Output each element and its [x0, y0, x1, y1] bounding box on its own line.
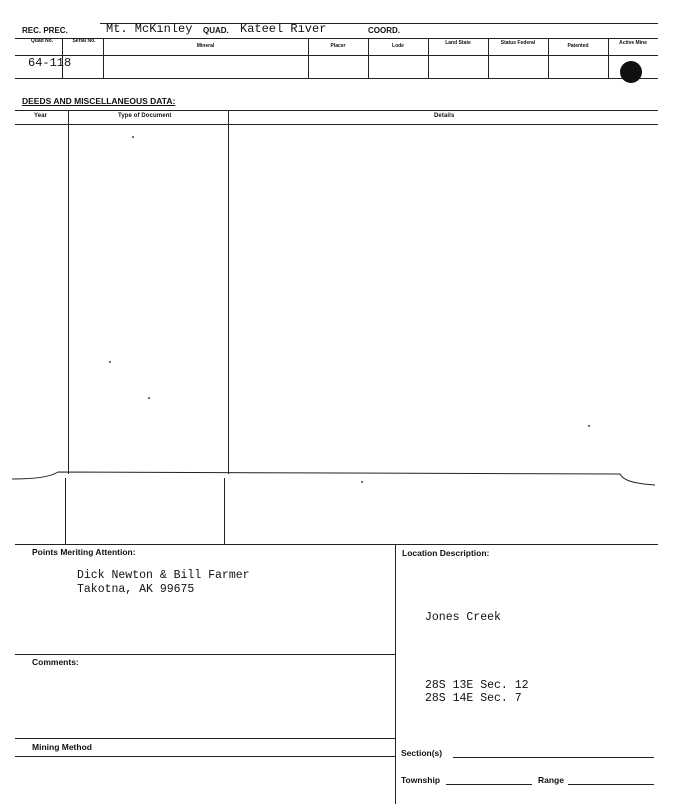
- speck-1: [132, 136, 134, 138]
- col-lode: Lode: [392, 43, 404, 49]
- col-sep-5: [428, 38, 429, 78]
- location-line-1: 28S 13E Sec. 12: [425, 679, 529, 692]
- table-header-line: [15, 55, 658, 56]
- lower-top-line: [15, 544, 658, 545]
- deeds-col-details: Details: [434, 113, 455, 119]
- col-patented: Patented: [567, 43, 589, 49]
- speck-4: [588, 425, 590, 427]
- points-label: Points Meriting Attention:: [32, 547, 136, 557]
- active-mine-marker: [620, 61, 642, 83]
- location-label: Location Description:: [402, 548, 490, 558]
- col-sep-6: [488, 38, 489, 78]
- table-top-line: [15, 38, 658, 39]
- location-line-2: 28S 14E Sec. 7: [425, 692, 522, 705]
- deeds-col-type: Type of Document: [118, 113, 172, 119]
- col-serial-no: Serial No.: [72, 38, 96, 44]
- table-bottom-line: [15, 78, 658, 79]
- deeds-top-line: [15, 110, 658, 111]
- col-land-state: Land State: [445, 40, 471, 46]
- quad-no-value: 64-118: [28, 56, 72, 70]
- col-sep-8: [608, 38, 609, 78]
- deeds-col-year: Year: [34, 113, 48, 119]
- quad-value: Kateel River: [240, 22, 327, 36]
- location-place: Jones Creek: [425, 611, 501, 624]
- speck-3: [148, 397, 150, 399]
- rec-prec-value: Mt. McKinley: [106, 22, 193, 36]
- speck-5: [361, 481, 363, 483]
- comments-label: Comments:: [32, 657, 79, 667]
- comments-line: [15, 654, 395, 655]
- col-quad-no: Quad No.: [30, 38, 54, 44]
- range-field[interactable]: [568, 784, 654, 785]
- fold-line: [0, 462, 678, 494]
- points-line-2: Takotna, AK 99675: [77, 583, 195, 596]
- mining-underline: [15, 756, 395, 757]
- deeds-title: DEEDS AND MISCELLANEOUS DATA:: [22, 96, 176, 106]
- quad-label: QUAD.: [203, 26, 229, 35]
- col-active-mine: Active Mine: [619, 40, 647, 46]
- speck-2: [109, 361, 111, 363]
- lower-divider: [395, 544, 396, 804]
- sections-field[interactable]: [453, 757, 654, 758]
- township-field[interactable]: [446, 784, 532, 785]
- points-line-1: Dick Newton & Bill Farmer: [77, 569, 250, 582]
- deeds-header-line: [15, 124, 658, 125]
- rec-prec-label: REC. PREC.: [22, 26, 68, 35]
- mining-line: [15, 738, 395, 739]
- col-mineral: Mineral: [196, 43, 215, 49]
- mining-method-label: Mining Method: [32, 742, 92, 752]
- township-label: Township: [401, 775, 441, 785]
- sections-label: Section(s): [401, 748, 443, 758]
- col-status-federal: Status Federal: [500, 40, 536, 46]
- range-label: Range: [538, 775, 564, 785]
- deeds-sep-1: [68, 110, 69, 474]
- coord-label: COORD.: [368, 26, 400, 35]
- col-placer: Placer: [330, 43, 346, 49]
- deeds-sep-2: [228, 110, 229, 474]
